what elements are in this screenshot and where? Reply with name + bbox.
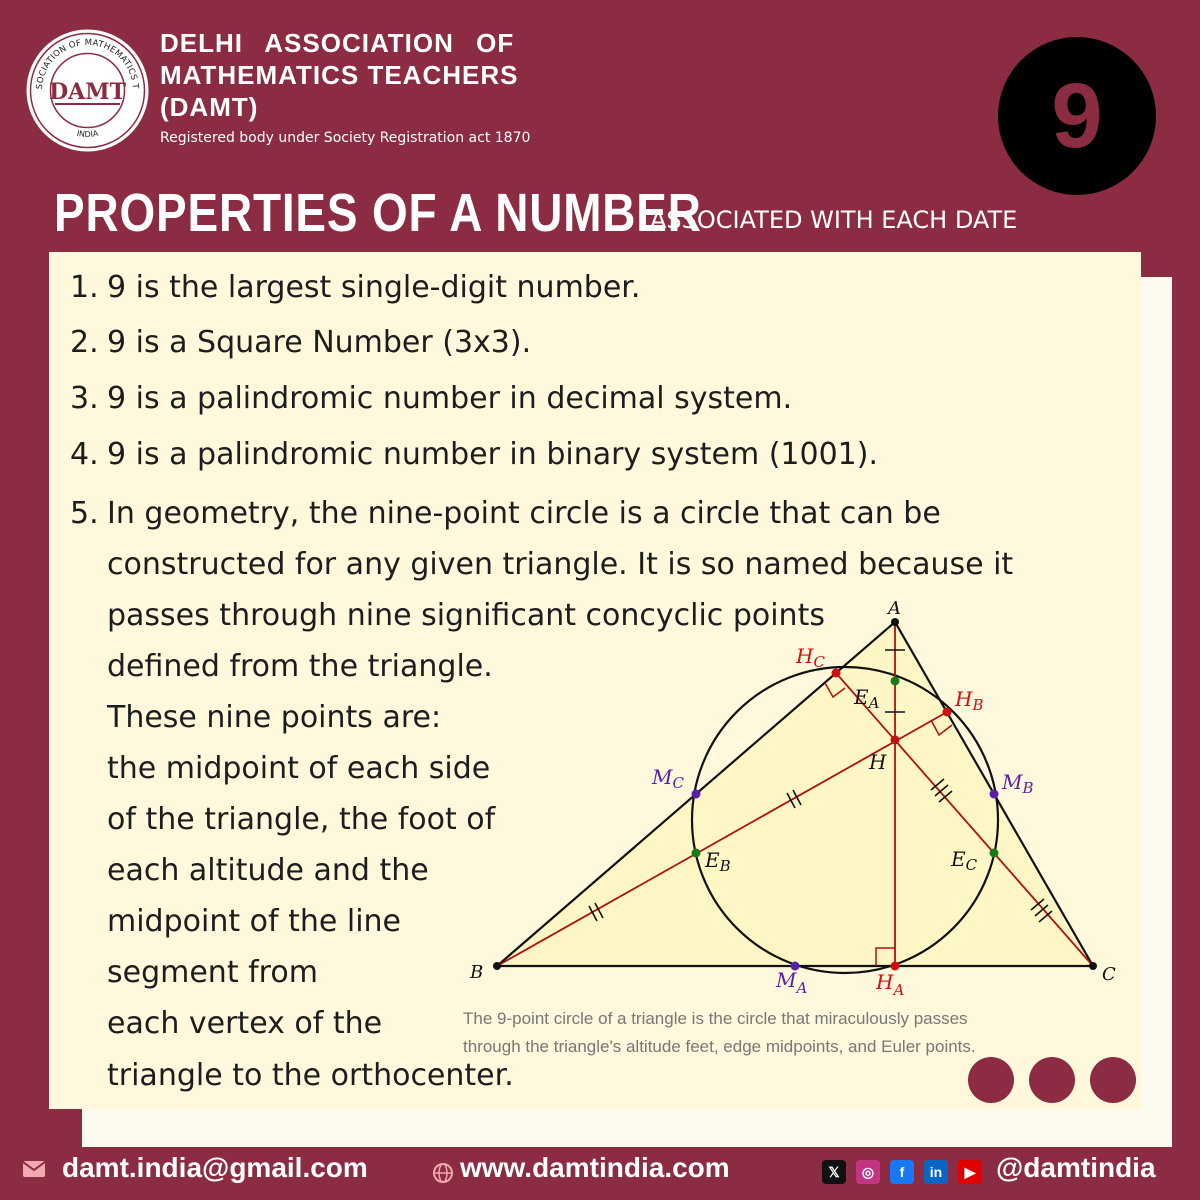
- item5-line: constructed for any given triangle. It is so named because it: [107, 547, 1014, 582]
- item5-line: each vertex of the: [107, 1006, 383, 1041]
- euler-ec-point: [990, 849, 999, 858]
- item5-line: each altitude and the: [107, 853, 429, 888]
- foot-hc-point: [832, 669, 841, 678]
- label-ea: $E_A$: [854, 685, 880, 712]
- linkedin-icon[interactable]: in: [924, 1160, 948, 1184]
- mail-icon: [22, 1160, 46, 1178]
- item5-line: of the triangle, the foot of: [107, 802, 496, 837]
- item5-line: midpoint of the line: [107, 904, 402, 939]
- page-subtitle: ASSOCIATED WITH EACH DATE: [650, 206, 1018, 234]
- euler-ea-point: [891, 677, 900, 686]
- label-ha: $H_A$: [876, 970, 905, 999]
- date-number-badge: 9: [998, 37, 1156, 195]
- social-handle[interactable]: @damtindia: [996, 1152, 1156, 1183]
- page-title: PROPERTIES OF A NUMBER: [54, 183, 702, 243]
- label-b: B: [470, 962, 484, 983]
- nine-point-circle-figure: [465, 595, 1135, 1000]
- decorative-dot: [1090, 1057, 1136, 1103]
- label-hb: $H_B$: [955, 687, 984, 714]
- label-hc: $H_C$: [796, 644, 825, 671]
- midpoint-mb-point: [990, 790, 999, 799]
- list-item: 2. 9 is a Square Number (3x3).: [70, 325, 532, 360]
- globe-icon: [432, 1162, 454, 1184]
- decorative-dot: [1029, 1057, 1075, 1103]
- vertex-a-point: [891, 618, 899, 626]
- label-mc: $M_C$: [652, 765, 684, 792]
- label-eb: $E_B$: [705, 848, 731, 875]
- midpoint-mc-point: [692, 790, 701, 799]
- website-link[interactable]: www.damtindia.com: [460, 1152, 730, 1183]
- email-link[interactable]: damt.india@gmail.com: [62, 1152, 368, 1183]
- label-ma: $M_A$: [776, 968, 808, 997]
- list-item: 1. 9 is the largest single-digit number.: [70, 270, 641, 305]
- decorative-dot: [968, 1057, 1014, 1103]
- list-item: 3. 9 is a palindromic number in decimal system.: [70, 381, 793, 416]
- damt-logo: [25, 28, 150, 153]
- orthocenter-point: [891, 736, 900, 745]
- vertex-b-point: [493, 962, 501, 970]
- item5-line: the midpoint of each side: [107, 751, 491, 786]
- item5-line: triangle to the orthocenter.: [107, 1058, 514, 1093]
- instagram-icon[interactable]: ◎: [856, 1160, 880, 1184]
- list-item: 5. In geometry, the nine-point circle is a circle that can be: [70, 496, 941, 531]
- foot-hb-point: [943, 708, 952, 717]
- list-item: 4. 9 is a palindromic number in binary system (1001).: [70, 437, 879, 472]
- facebook-icon[interactable]: f: [890, 1160, 914, 1184]
- label-h: H: [869, 750, 887, 774]
- label-ec: $E_C$: [951, 847, 978, 874]
- registration-subtitle: Registered body under Society Registration act 1870: [160, 130, 531, 146]
- figure-caption-line-1: The 9-point circle of a triangle is the circle that miraculously passes: [463, 1009, 968, 1028]
- youtube-icon[interactable]: ▶: [958, 1160, 982, 1184]
- org-name-line-3: (DAMT): [160, 92, 259, 122]
- label-a: A: [888, 598, 901, 619]
- item5-line: passes through nine significant concyclic points: [107, 598, 825, 633]
- org-name-line-1: DELHI ASSOCIATION OF: [160, 28, 515, 58]
- euler-eb-point: [692, 849, 701, 858]
- org-name-line-2: MATHEMATICS TEACHERS: [160, 60, 519, 90]
- x-icon[interactable]: 𝕏: [822, 1160, 846, 1184]
- vertex-c-point: [1089, 962, 1097, 970]
- item5-line: segment from: [107, 955, 318, 990]
- item5-line: These nine points are:: [107, 700, 442, 735]
- figure-caption-line-2: through the triangle's altitude feet, edge midpoints, and Euler points.: [463, 1037, 976, 1056]
- svg-text:DAMT: DAMT: [49, 79, 126, 105]
- svg-text:INDIA: INDIA: [75, 128, 100, 139]
- item5-line: defined from the triangle.: [107, 649, 493, 684]
- label-mb: $M_B$: [1002, 770, 1034, 797]
- label-c: C: [1102, 964, 1116, 985]
- svg-text:DELHI ASSOCIATION OF MATHEMATI: SOCIATION OF MATHEMATICS T: [34, 37, 141, 90]
